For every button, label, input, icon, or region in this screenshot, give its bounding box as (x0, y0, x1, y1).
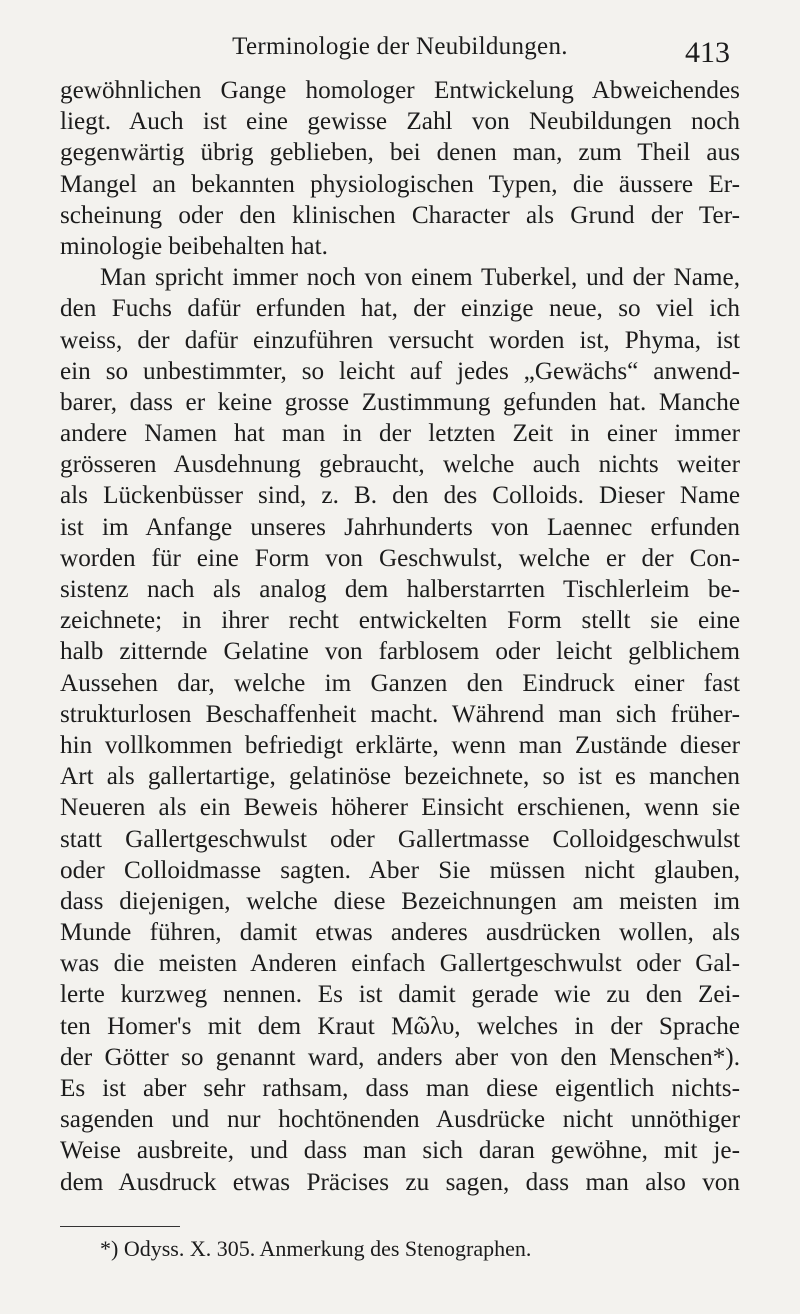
text-line: statt Gallertgeschwulst oder Gallertmasse Colloidgeschwulst (60, 825, 740, 853)
text-line: liegt. Auch ist eine gewisse Zahl von Neubildungen noch (60, 108, 740, 136)
text-line: Es ist aber sehr rathsam, dass man diese eigentlich nichts- (60, 1075, 740, 1102)
text-line: dass diejenigen, welche diese Bezeichnungen am meisten im (60, 887, 740, 915)
text-line: zeichnete; in ihrer recht entwickelten Form stellt sie eine (60, 607, 740, 635)
text-line: minologie beibehalten hat. (60, 232, 328, 260)
text-line: hin vollkommen befriedigt erklärte, wenn man Zustände dieser (60, 731, 740, 759)
text-line: ten Homer's mit dem Kraut Μῶλυ, welches in der Sprache (60, 1012, 740, 1040)
text-line: Weise ausbreite, und dass man sich daran gewöhne, mit je- (60, 1137, 740, 1165)
text-line: Man spricht immer noch von einem Tuberkel, und der Name, (100, 264, 740, 292)
text-line: gewöhnlichen Gange homologer Entwickelung Abweichendes (60, 77, 740, 104)
text-line: ein so unbestimmter, so leicht auf jedes „Gewächs“ anwend- (60, 357, 740, 385)
text-line: Aussehen dar, welche im Ganzen den Eindruck einer fast (60, 669, 740, 697)
text-line: oder Colloidmasse sagten. Aber Sie müssen nicht glauben, (60, 856, 740, 884)
text-line: als Lückenbüsser sind, z. B. den des Colloids. Dieser Name (60, 482, 740, 510)
text-line: dem Ausdruck etwas Präcises zu sagen, dass man also von (60, 1168, 740, 1196)
running-head: Terminologie der Neubildungen. (232, 33, 568, 60)
text-line: strukturlosen Beschaffenheit macht. Während man sich früher- (60, 700, 740, 728)
text-line: scheinung oder den klinischen Character als Grund der Ter- (60, 201, 740, 229)
text-line: ist im Anfange unseres Jahrhunderts von Laennec erfunden (60, 513, 740, 541)
text-line: Art als gallertartige, gelatinöse bezeichnete, so ist es manchen (60, 763, 740, 791)
text-line: andere Namen hat man in der letzten Zeit in einer immer (60, 420, 740, 448)
text-line: gegenwärtig übrig geblieben, bei denen man, zum Theil aus (60, 139, 740, 167)
text-line: barer, dass er keine grosse Zustimmung gefunden hat. Manche (60, 388, 740, 416)
text-line: der Götter so genannt ward, anders aber von den Menschen*). (60, 1043, 740, 1071)
text-line: Munde führen, damit etwas anderes ausdrücken wollen, als (60, 919, 740, 947)
footnote: *) Odyss. X. 305. Anmerkung des Stenographen. (100, 1236, 532, 1261)
text-line: was die meisten Anderen einfach Gallertgeschwulst oder Gal- (60, 950, 740, 978)
text-line: weiss, der dafür einzuführen versucht worden ist, Phyma, ist (60, 326, 740, 354)
text-line: grösseren Ausdehnung gebraucht, welche auch nichts weiter (60, 451, 740, 479)
text-line: Mangel an bekannten physiologischen Typen, die äussere Er- (60, 170, 740, 198)
footnote-divider (60, 1226, 180, 1227)
text-line: den Fuchs dafür erfunden hat, der einzige neue, so viel ich (60, 295, 740, 323)
page-number: 413 (685, 36, 730, 69)
text-line: lerte kurzweg nennen. Es ist damit gerade wie zu den Zei- (60, 981, 740, 1009)
text-line: sistenz nach als analog dem halberstarrten Tischlerleim be- (60, 576, 740, 603)
body-text (60, 75, 740, 1198)
text-line: halb zitternde Gelatine von farblosem oder leicht gelblichem (60, 638, 740, 666)
text-line: worden für eine Form von Geschwulst, welche er der Con- (60, 544, 740, 572)
text-line: sagenden und nur hochtönenden Ausdrücke nicht unnöthiger (60, 1106, 740, 1134)
text-line: Neueren als ein Beweis höherer Einsicht erschienen, wenn sie (60, 794, 740, 822)
